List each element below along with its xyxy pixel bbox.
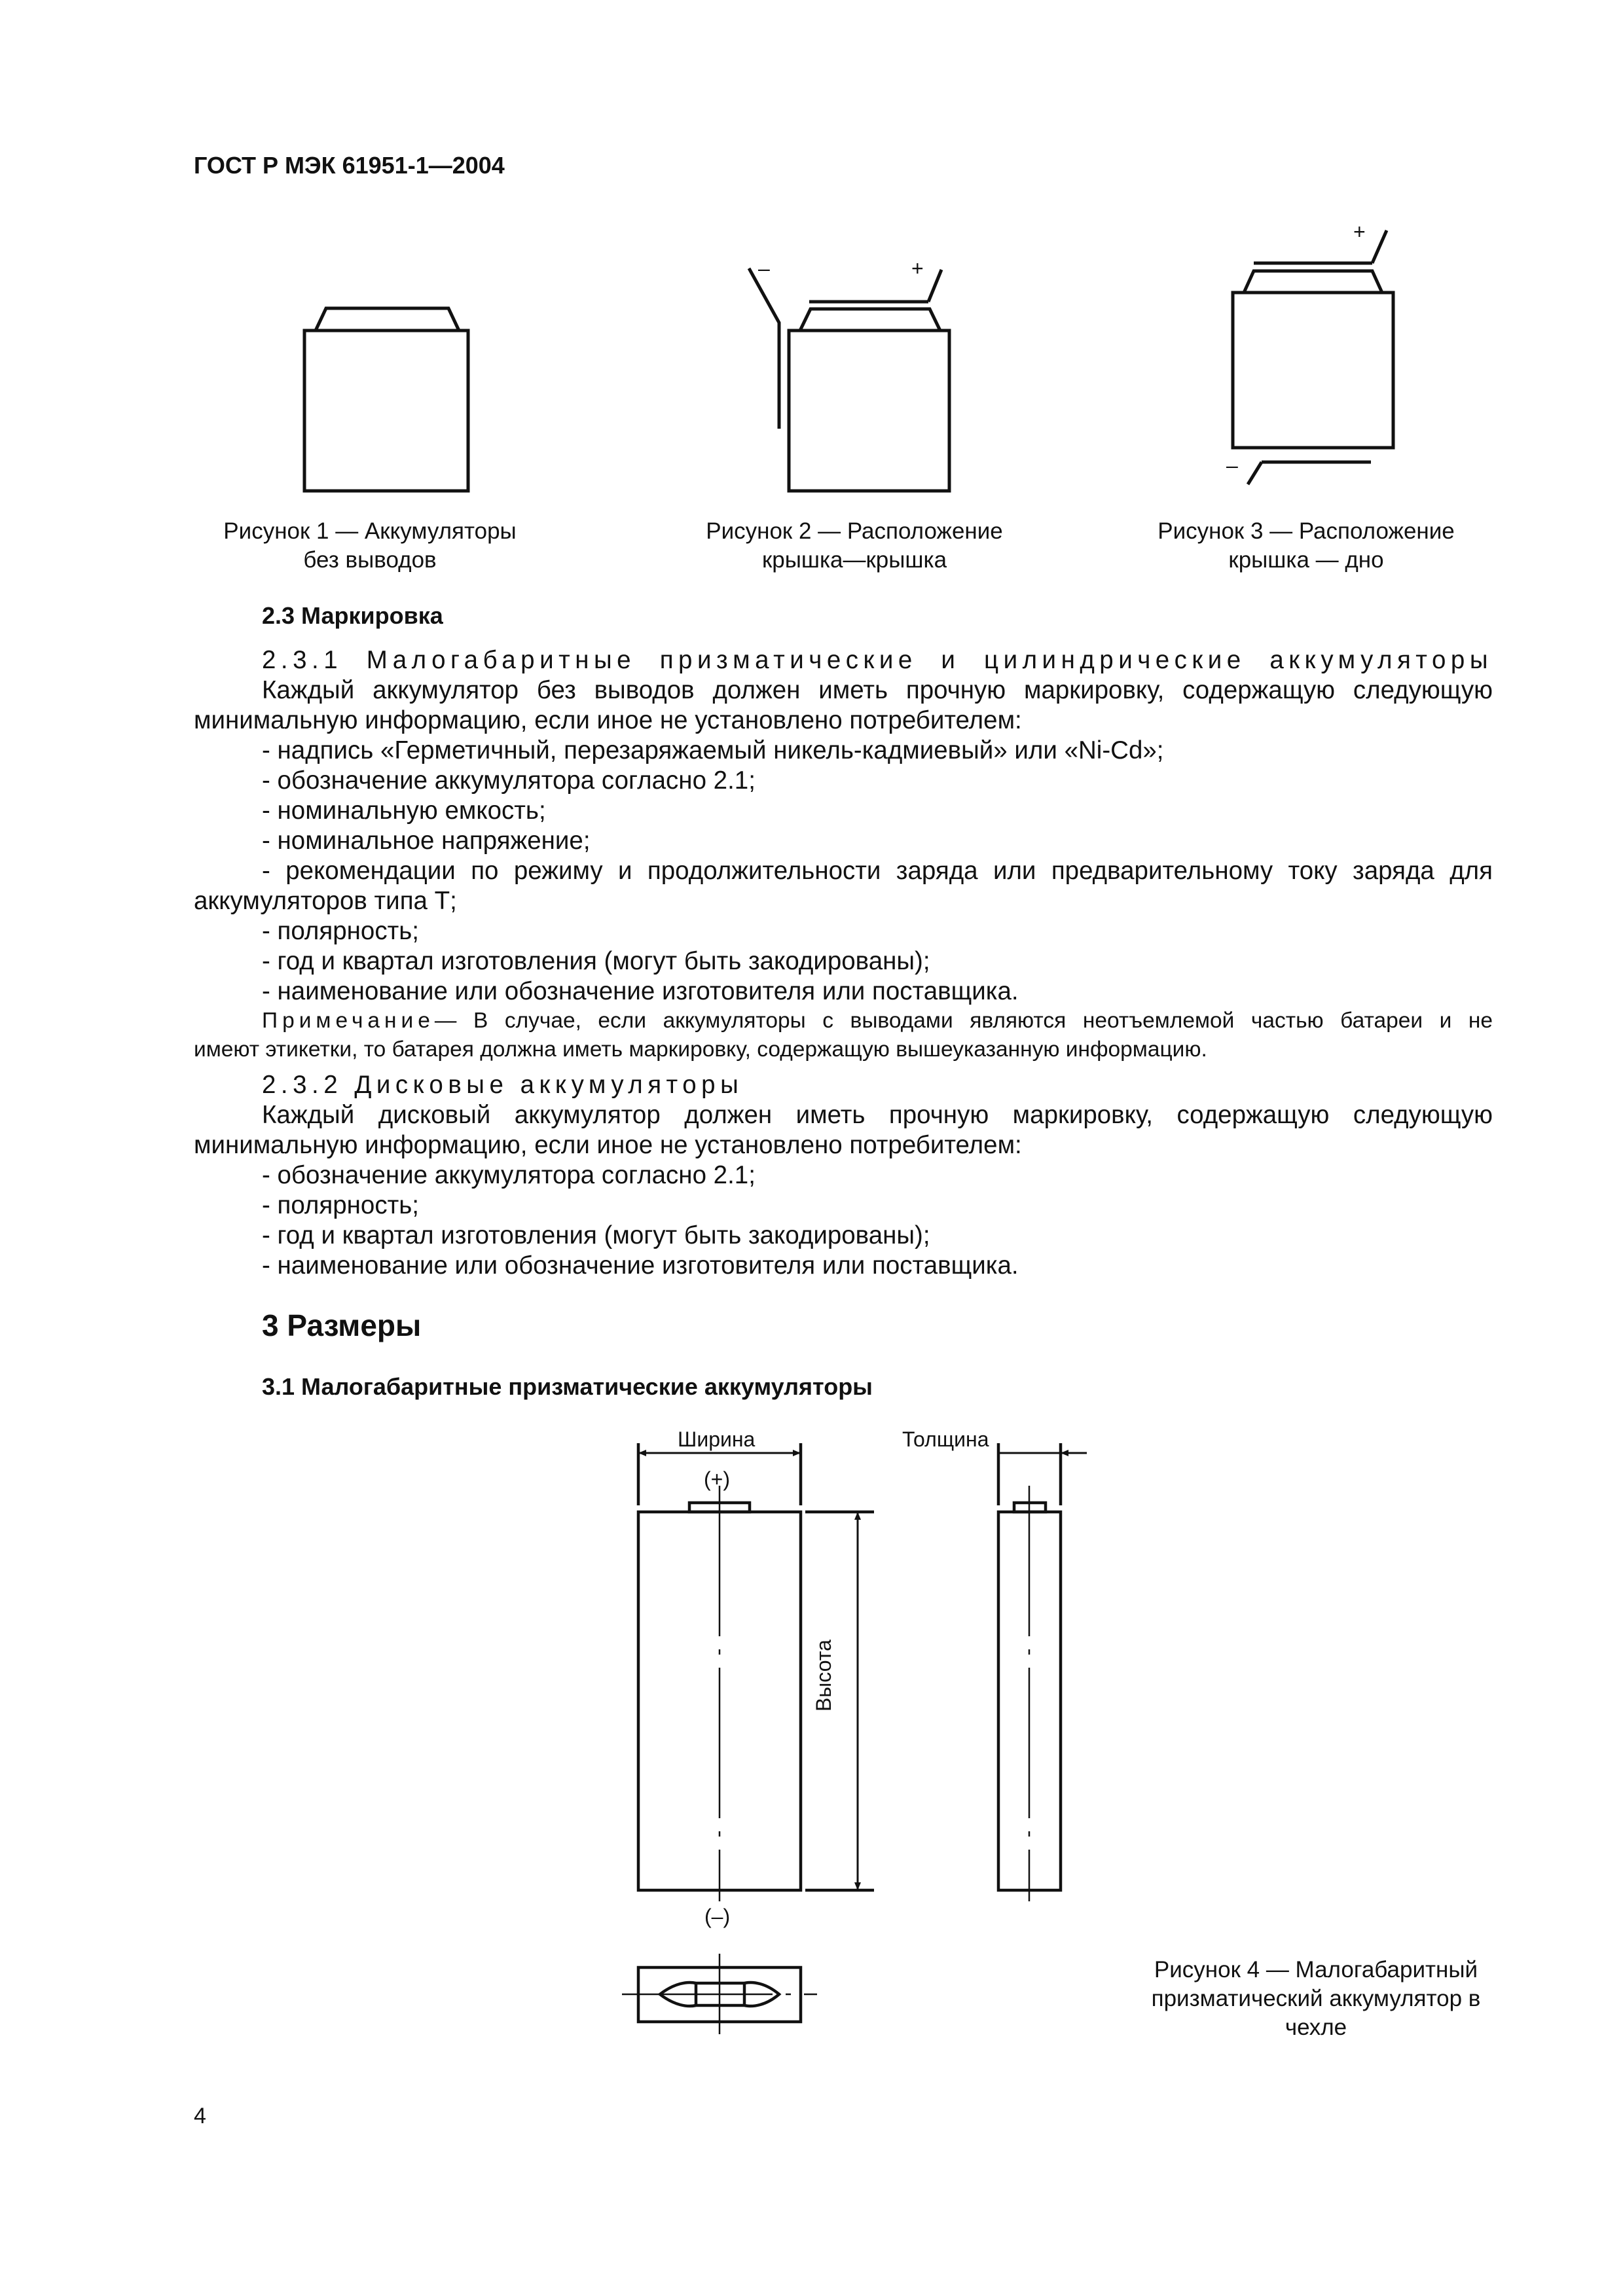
- page-number: 4: [194, 2104, 206, 2128]
- figure-4-caption: [1113, 1956, 1519, 2042]
- figure-1-caption-line2: без выводов: [303, 547, 437, 573]
- section-2-3-heading: 2.3 Маркировка: [262, 602, 443, 629]
- list-item: - номинальное напряжение;: [262, 827, 591, 855]
- list-item: - наименование или обозначение изготовителя или поставщика.: [262, 977, 1019, 1005]
- fig2-minus-sign: –: [758, 257, 770, 280]
- section-3-1-heading: 3.1 Малогабаритные призматические аккумуляторы: [262, 1373, 873, 1400]
- section-2-3-1-title: 2.3.1 Малогабаритные призматические и цилиндрические аккумуляторы: [262, 646, 1493, 674]
- list-item: - рекомендации по режиму и продолжительности заряда или предварительному току заряда для: [262, 857, 1493, 885]
- fig3-minus-sign: –: [1226, 454, 1238, 477]
- figure-3-caption-line1: Рисунок 3 — Расположение: [1158, 518, 1455, 544]
- list-item: - обозначение аккумулятора согласно 2.1;: [262, 766, 756, 795]
- thickness-dimension-label: Толщина: [902, 1427, 989, 1451]
- document-header: ГОСТ Р МЭК 61951-1—2004: [194, 152, 505, 179]
- list-item: - год и квартал изготовления (могут быть закодированы);: [262, 947, 930, 975]
- note-label: Примечание: [262, 1009, 435, 1033]
- section-3-heading: 3 Размеры: [262, 1308, 422, 1342]
- note-line2: имеют этикетки, то батарея должна иметь маркировку, содержащую вышеуказанную информацию.: [194, 1037, 1207, 1062]
- negative-terminal-label: (–): [704, 1905, 731, 1928]
- list-item-continuation: аккумуляторов типа Т;: [194, 887, 457, 915]
- figure-1-caption-line1: Рисунок 1 — Аккумуляторы: [223, 518, 517, 544]
- list-item: - год и квартал изготовления (могут быть закодированы);: [262, 1221, 930, 1249]
- figure-3-caption-line2: крышка — дно: [1228, 547, 1384, 573]
- section-2-3-1-para-line2: минимальную информацию, если иное не установлено потребителем:: [194, 706, 1022, 734]
- figure-4-caption-line2: призматический аккумулятор в: [1151, 1986, 1481, 2011]
- fig2-plus-sign: +: [911, 257, 924, 280]
- list-item: - обозначение аккумулятора согласно 2.1;: [262, 1161, 756, 1189]
- list-item: - полярность;: [262, 1191, 419, 1219]
- figure-2-caption-line1: Рисунок 2 — Расположение: [706, 518, 1003, 544]
- list-item: - надпись «Герметичный, перезаряжаемый никель-кадмиевый» или «Ni-Cd»;: [262, 736, 1164, 764]
- figure-4-caption-line3: чехле: [1285, 2015, 1347, 2040]
- width-dimension-label: Ширина: [678, 1427, 756, 1451]
- fig3-plus-sign: +: [1353, 220, 1366, 243]
- list-item: - номинальную емкость;: [262, 797, 546, 825]
- height-dimension-label: Высота: [812, 1640, 835, 1712]
- list-item: - наименование или обозначение изготовителя или поставщика.: [262, 1251, 1019, 1280]
- section-2-3-2-title: 2.3.2 Дисковые аккумуляторы: [262, 1071, 744, 1099]
- list-item: - полярность;: [262, 917, 419, 945]
- figure-2-caption-line2: крышка—крышка: [761, 547, 947, 573]
- figure-4-caption-line1: Рисунок 4 — Малогабаритный: [1154, 1957, 1478, 1982]
- note-text-line1: — В случае, если аккумуляторы с выводами являются неотъемлемой частью батареи и не: [434, 1009, 1493, 1033]
- section-2-3-2-para-line1: Каждый дисковый аккумулятор должен иметь прочную маркировку, содержащую следующую: [262, 1101, 1493, 1129]
- section-2-3-1-para-line1: Каждый аккумулятор без выводов должен иметь прочную маркировку, содержащую следующую: [262, 676, 1493, 704]
- positive-terminal-label: (+): [704, 1467, 730, 1491]
- section-2-3-2-para-line2: минимальную информацию, если иное не установлено потребителем:: [194, 1131, 1022, 1159]
